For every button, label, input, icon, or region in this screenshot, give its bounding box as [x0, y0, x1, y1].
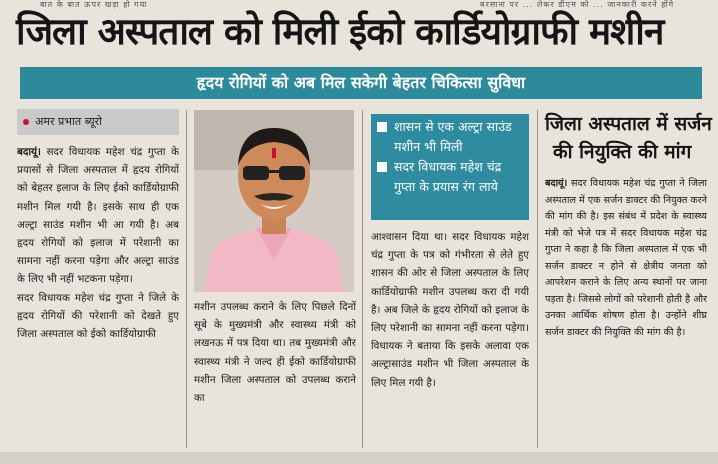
legislator-photo	[194, 110, 354, 292]
column-divider	[537, 110, 538, 448]
square-bullet-icon	[377, 162, 387, 172]
portrait-image	[194, 110, 354, 292]
article-column-2	[194, 298, 356, 448]
bureau-label: अमर प्रभात ब्यूरो	[35, 115, 102, 128]
side-headline-line-2: की नियुक्ति की मांग	[553, 141, 692, 163]
side-story-body	[545, 176, 707, 448]
bottom-cut-strip	[0, 452, 718, 464]
dateline-city: बदायूं।	[17, 146, 41, 158]
column-divider	[362, 110, 363, 448]
top-strip-left: बात के बात ऊपर खड़ा हो गया	[40, 0, 148, 9]
highlight-item	[377, 117, 525, 157]
top-cut-strip	[0, 0, 718, 9]
subheadline-bar: हृदय रोगियों को अब मिल सकेगी बेहतर चिकित्सा सुविधा	[20, 67, 702, 99]
article-column-3	[371, 228, 529, 448]
bureau-tag	[17, 109, 179, 135]
highlight-text: सदर विधायक महेश चंद्र गुप्ता के प्रयास रंग लाये	[394, 159, 502, 194]
side-headline-line-1: जिला अस्पताल में सर्जन	[545, 113, 712, 135]
highlights-box	[371, 114, 529, 220]
col1-para1-text: सदर विधायक महेश चंद्र गुप्ता के प्रयासों से जिला अस्पताल में हृदय रोगियों को बेहतर इलाज के लिए ईको कार्डियोग्राफी मशीन मिल गयी है। इसके साथ ही एक अल्ट्रा साउंड मशीन भी आ गयी है। अब हृदय रोगियों को इलाज में परेशानी का सामना नहीं करना पड़ेगा और अल्ट्रा साउंड के लिए भी नहीं भटकना पड़ेगा।	[17, 146, 179, 286]
col1-para1	[17, 143, 179, 289]
side-story-text	[545, 176, 707, 341]
col1-para2: सदर विधायक महेश चंद्र गुप्ता ने जिले के हृदय रोगियों की परेशानी को देखते हुए जिला अस्पताल को ईको कार्डियोग्राफी	[17, 291, 179, 341]
top-strip-right: बरसाना पर ... लेकर डीएम को ... जानकारी करने होंगे	[480, 0, 675, 9]
side-dateline-city: बदायूं।	[545, 178, 568, 189]
col2-text: मशीन उपलब्ध कराने के लिए पिछले दिनों सूबे के मुख्यमंत्री और स्वास्थ्य मंत्री को लखनऊ में पत्र दिया था। तब मुख्यमंत्री और स्वास्थ्य मंत्री ने जल्द ही ईको कार्डियोग्राफी मशीन जिला अस्पताल को उपलब्ध कराने का	[194, 301, 356, 405]
side-story-headline	[545, 110, 715, 166]
square-bullet-icon	[377, 122, 387, 132]
side-story-paragraph: सदर विधायक महेश चंद्र गुप्ता ने जिला अस्पताल में एक सर्जन डाक्टर की नियुक्त करने की मांग की है। इस संबंध में प्रदेश के स्वास्थ्य मंत्री को भेजे पत्र में सदर विधायक महेश चंद्र गुप्ता ने कहा है कि जिला अस्पताल में एक भी सर्जन डाक्टर न होने से क्षेत्रीय जनता को आपरेशन कराने के लिए अन्य स्थानों पर जाना पड़ता है। जिससे लोगों को परेशानी होती है और उनका आर्थिक शोषण होता है। उन्होंने शीघ्र सर्जन डाक्टर की नियुक्ति की मांग की है।	[545, 178, 707, 338]
column-divider	[186, 110, 187, 448]
main-headline: जिला अस्पताल को मिली ईको कार्डियोग्राफी मशीन	[16, 10, 664, 53]
highlight-text: शासन से एक अल्ट्रा साउंड मशीन भी मिली	[394, 119, 512, 154]
article-column-1	[17, 143, 179, 448]
col3-text: आश्वासन दिया था। सदर विधायक महेश चंद्र गुप्ता के पत्र को गंभीरता से लेते हुए शासन की ओर से जिला अस्पताल के लिए कार्डियोग्राफी मशीन उपलब्ध करा दी गयी है। अब जिले के हृदय रोगियों को इलाज के लिए परेशानी का सामना नहीं करना पड़ेगा। विधायक ने बताया कि इसके अलावा एक अल्ट्रासाउंड मशीन भी जिला अस्पताल के लिए मिल गयी है।	[371, 231, 529, 389]
highlight-item	[377, 157, 525, 197]
bullet-dot-icon	[23, 119, 29, 125]
